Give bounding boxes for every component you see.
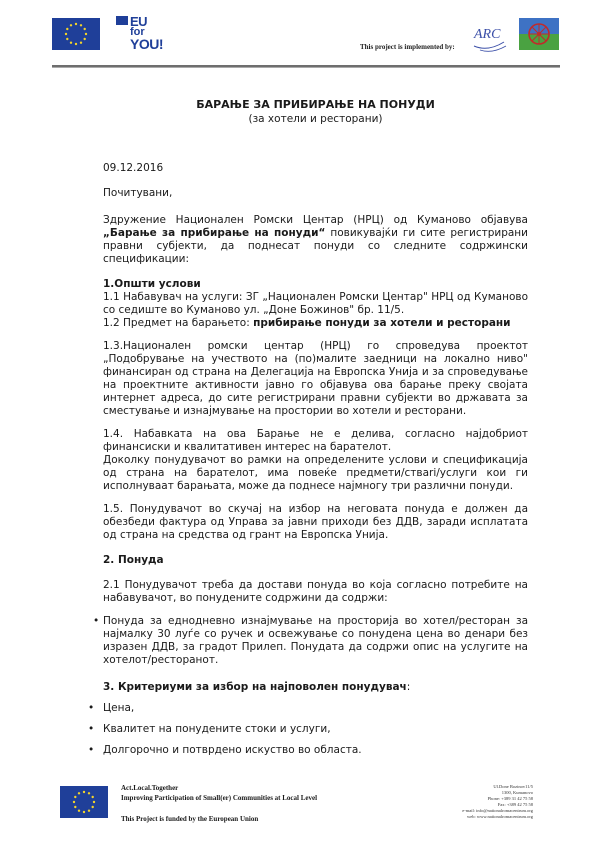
offer-item-text: Понуда за еднодневно изнајмување на просторија во хотел/ресторан за најмалку 30 луѓе со ручек и освежување со понудена цена во денари без изразен ДДВ, за градот Прилеп. Понудата да содржи опис на услугите на хотелот/ресторанот. xyxy=(103,615,528,666)
document-body xyxy=(88,98,528,757)
document-subtitle: (за хотели и ресторани) xyxy=(248,113,383,125)
section-1-2-subject: прибирање понуди за хотели и ресторани xyxy=(253,317,511,329)
section-heading-general: 1.Општи услови xyxy=(103,278,201,290)
bullet-icon: • xyxy=(93,615,100,627)
arc-logo-text: ARC xyxy=(474,27,501,42)
intro-text-end: повикувајќи ги сите регистрирани правни субјекти, да поднесат понуди со следните содржински спецификации: xyxy=(103,227,528,265)
criterion-text: Цена, xyxy=(103,702,135,714)
arc-logo xyxy=(470,18,510,54)
document-date: 09.12.2016 xyxy=(103,162,164,174)
implemented-by-text: This project is implemented by: xyxy=(360,43,455,51)
letter-footer xyxy=(0,770,593,830)
bullet-icon: • xyxy=(88,744,95,756)
roma-wheel-logo xyxy=(519,18,559,50)
criteria-list-item xyxy=(88,723,528,736)
criteria-heading-text: 3. Критериуми за избор на најповолен понудувач xyxy=(103,681,407,693)
eu-flag-logo xyxy=(52,18,100,50)
letterhead xyxy=(0,0,593,70)
eu-stars-icon xyxy=(60,786,108,818)
section-1-4-continued: Доколку понудувачот во рамки на определените услови и спецификација од страна на барателот, има повеќе предмети/стваri/услуги кои ги исполнуваат барањата, може да поднесе најмногу три различни понуди. xyxy=(103,454,528,492)
website-link[interactable]: web: www.nationalromacentrum.org xyxy=(467,814,533,819)
footer-eu-flag-logo xyxy=(60,786,108,818)
criterion-text: Долгорочно и потврдено искуство во областа. xyxy=(103,744,362,756)
intro-paragraph xyxy=(103,214,528,266)
section-1-3: 1.3.Национален ромски центар (НРЦ) го спроведува проектот „Подобрување на учеството на (по)малите заедници на локално ниво" финансиран од страна на Делегација на Европска Унија и за спроведување на проектните активности јавно го објавува ова барање преку својата интернет адреса, до сите регистрирани правни субјекти во државата за сместување и изнајмување на простории во хотели и ресторани. xyxy=(103,340,528,417)
section-heading-offer: 2. Понуда xyxy=(103,554,164,566)
footer-project-name: Improving Participation of Small(er) Communities at Local Level xyxy=(121,794,318,802)
greeting: Почитувани, xyxy=(103,187,173,199)
intro-text: Здружение Национален Ромски Центар (НРЦ) од Куманово објавува xyxy=(103,214,528,226)
criteria-list-item xyxy=(88,744,528,757)
section-1-2-label: 1.2 Предмет на барањето: xyxy=(103,317,254,329)
address-line: 1300, Kumanovo xyxy=(501,790,533,795)
section-1-2 xyxy=(103,317,528,330)
email-link[interactable]: e-mail: info@nationalromacentrum.org xyxy=(462,808,533,813)
eu4you-line2: for xyxy=(130,26,145,38)
criterion-text: Квалитет на понудените стоки и услуги, xyxy=(103,723,331,735)
section-1-5: 1.5. Понудувачот во скучај на избор на неговата понуда е должен да обезбеди фактура од Управа за јавни приходи без ДДВ, заради исплатата од страна на средства од грант на Европска Унија. xyxy=(103,503,528,541)
mini-eu-flag-icon xyxy=(116,16,128,25)
address-line: Ul.Done Bozinov11/5 xyxy=(493,784,533,789)
document-title: БАРАЊЕ ЗА ПРИБИРАЊЕ НА ПОНУДИ xyxy=(196,98,435,111)
eu-stars-icon xyxy=(52,18,100,50)
footer-slogan: Act.Local.Together xyxy=(121,784,179,792)
eu4you-line3: YOU! xyxy=(130,36,163,52)
criteria-heading-colon: : xyxy=(406,681,411,693)
bullet-icon: • xyxy=(88,702,95,714)
eu4you-line1: EU xyxy=(130,14,148,29)
section-1-4: 1.4. Набавката на ова Барање не е делива, согласно најдобриот финансиски и квалитативен интерес на барателот. xyxy=(103,428,528,453)
address-line: Phone: +389 31 42 75 58 xyxy=(487,796,533,801)
header-divider xyxy=(52,65,560,68)
section-2-1: 2.1 Понудувачот треба да достави понуда во која согласно потребите на набавувачот, во понудените содржини да содржи: xyxy=(103,579,528,604)
footer-funding-note: This Project is funded by the European Union xyxy=(121,815,259,823)
section-heading-criteria xyxy=(103,681,528,694)
eu-for-you-logo xyxy=(116,14,178,54)
criteria-list-item xyxy=(88,702,528,715)
offer-list-item xyxy=(93,615,528,667)
address-line: Fax: +389 42 75 58 xyxy=(497,802,533,807)
footer-address-block xyxy=(462,784,533,820)
bullet-icon: • xyxy=(88,723,95,735)
intro-bold-text: „Барање за прибирање на понуди“ xyxy=(103,227,326,239)
section-1-1: 1.1 Набавувач на услуги: ЗГ „Национален Ромски Центар" НРЦ од Куманово со седиште во Куманово ул. „Доне Божинов" бр. 11/5. xyxy=(103,291,528,316)
